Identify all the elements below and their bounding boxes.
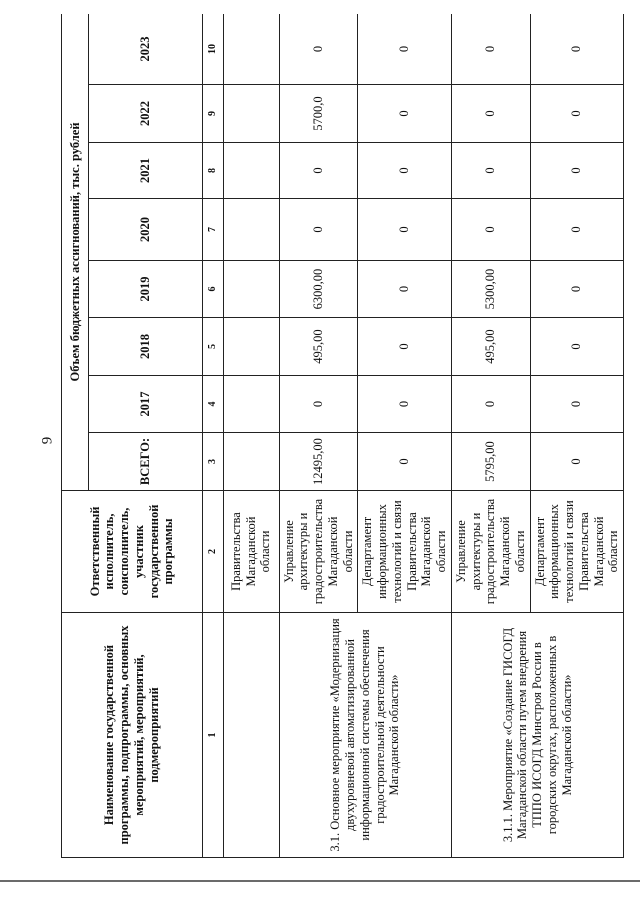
row-value: 0	[358, 376, 452, 433]
column-number: 10	[202, 14, 223, 85]
year-header: 2017	[89, 376, 203, 433]
row-name: 3.1.1. Мероприятие «Создание ГИСОГД Магаданской области путем внедрения ТППО ИСОГД Минстроя России в городских округах, расположенных в Магаданской области»	[451, 613, 623, 858]
budget-table	[61, 14, 624, 858]
row-value: 0	[358, 199, 452, 261]
row-value: 6300,00	[279, 261, 358, 318]
col-responsible-header: Ответственный исполнитель, соисполнитель, участник государственной программы	[62, 491, 203, 613]
row-value: 0	[451, 85, 530, 143]
row-value	[223, 261, 279, 318]
year-header: 2018	[89, 318, 203, 376]
column-number: 4	[202, 376, 223, 433]
row-responsible: Управление архитектуры и градостроительства Магаданской области	[279, 491, 358, 613]
row-value: 0	[279, 199, 358, 261]
column-number: 1	[202, 613, 223, 858]
column-number: 8	[202, 143, 223, 199]
table-row	[223, 14, 279, 858]
column-number: 3	[202, 433, 223, 491]
row-responsible: Правительства Магаданской области	[223, 491, 279, 613]
col-name-header: Наименование государственной программы, подпрограммы, основных мероприятий, мероприятий, подмероприятий	[62, 613, 203, 858]
row-value: 0	[530, 318, 624, 376]
row-value: 0	[530, 14, 624, 85]
row-value: 0	[358, 85, 452, 143]
table-row	[451, 14, 530, 858]
header-row-top	[62, 14, 89, 858]
row-value: 0	[358, 143, 452, 199]
footer-rule	[0, 880, 640, 882]
column-number-row	[202, 14, 223, 858]
table-row	[279, 14, 358, 858]
row-value	[223, 199, 279, 261]
row-responsible: Управление архитектуры и градостроительства Магаданской области	[451, 491, 530, 613]
row-value: 0	[530, 261, 624, 318]
row-value	[223, 14, 279, 85]
row-value	[223, 433, 279, 491]
budget-table-container	[61, 14, 624, 858]
row-value: 0	[358, 261, 452, 318]
row-value: 0	[451, 14, 530, 85]
row-value: 0	[358, 318, 452, 376]
row-value: 0	[358, 14, 452, 85]
row-value	[223, 85, 279, 143]
row-value	[223, 376, 279, 433]
row-value: 0	[451, 376, 530, 433]
column-number: 9	[202, 85, 223, 143]
row-value: 5300,00	[451, 261, 530, 318]
row-value	[223, 318, 279, 376]
row-name	[223, 613, 279, 858]
row-value: 0	[451, 143, 530, 199]
year-header: 2022	[89, 85, 203, 143]
row-value: 0	[530, 433, 624, 491]
column-number: 7	[202, 199, 223, 261]
year-header: 2021	[89, 143, 203, 199]
year-header: 2020	[89, 199, 203, 261]
row-value: 12495,00	[279, 433, 358, 491]
row-responsible: Департамент информационных технологий и связи Правительства Магаданской области	[358, 491, 452, 613]
row-value: 495,00	[279, 318, 358, 376]
row-responsible: Департамент информационных технологий и связи Правительства Магаданской области	[530, 491, 624, 613]
year-header: 2023	[89, 14, 203, 85]
row-name: 3.1. Основное мероприятие «Модернизация двухуровневой автоматизированной информационной системы обеспечения градостроительной деятельности Магаданской области»	[279, 613, 451, 858]
row-value: 0	[530, 199, 624, 261]
row-value: 0	[279, 14, 358, 85]
column-number: 5	[202, 318, 223, 376]
row-value: 0	[279, 143, 358, 199]
row-value: 0	[530, 85, 624, 143]
col-budget-header: Объем бюджетных ассигнований, тыс. рублей	[62, 14, 89, 491]
row-value: 5795,00	[451, 433, 530, 491]
row-value: 0	[358, 433, 452, 491]
row-value: 495,00	[451, 318, 530, 376]
row-value	[223, 143, 279, 199]
row-value: 0	[530, 376, 624, 433]
page-number: 9	[39, 436, 56, 445]
row-value: 5700,0	[279, 85, 358, 143]
year-header: ВСЕГО:	[89, 433, 203, 491]
row-value: 0	[451, 199, 530, 261]
row-value: 0	[530, 143, 624, 199]
year-header: 2019	[89, 261, 203, 318]
column-number: 6	[202, 261, 223, 318]
column-number: 2	[202, 491, 223, 613]
row-value: 0	[279, 376, 358, 433]
